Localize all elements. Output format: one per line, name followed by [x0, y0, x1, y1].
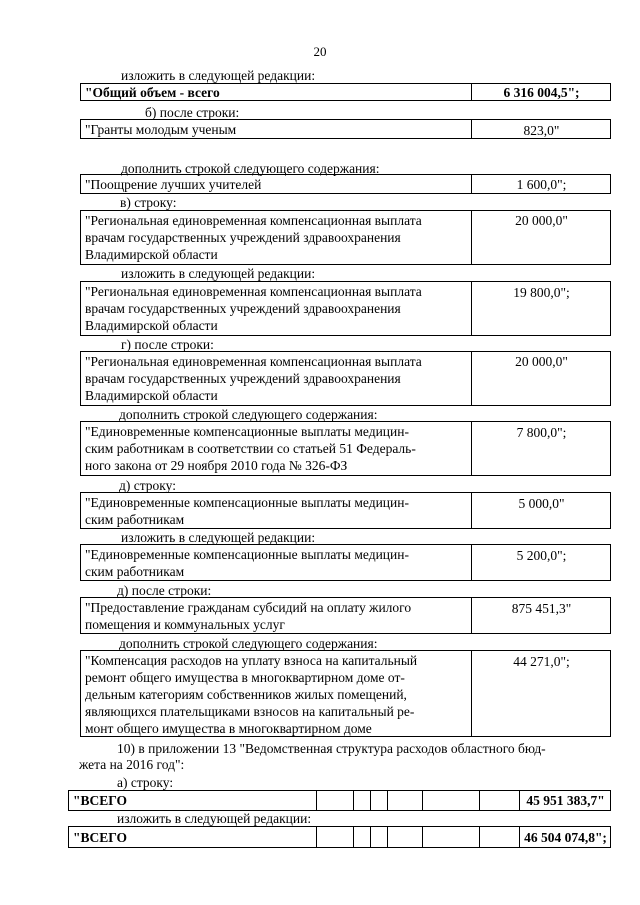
r13-divider-6 [479, 827, 480, 847]
r4-line-2: врачам государственных учреждений здравоохранения [85, 230, 401, 245]
para10-line-2: жета на 2016 год": [79, 757, 185, 772]
r7-line-1: "Единовременные компенсационные выплаты медицин- [85, 424, 409, 439]
r7-amount: 7 800,0"; [516, 425, 567, 440]
r10-amount: 875 451,3" [511, 601, 572, 616]
para10-line-1: 10) в приложении 13 "Ведомственная структура расходов областного бюд- [117, 741, 546, 756]
r6-amount: 20 000,0" [515, 354, 568, 369]
r12-intro: а) строку: [117, 775, 174, 790]
r12-table [68, 790, 611, 811]
r9-line-1: "Единовременные компенсационные выплаты медицин- [85, 547, 409, 562]
r8-amount: 5 000,0" [518, 496, 565, 511]
r11-intro: дополнить строкой следующего содержания: [119, 636, 378, 651]
r4-table [80, 210, 611, 265]
r12-divider-3 [370, 791, 371, 810]
r8-table [80, 492, 611, 529]
r12-amount: 45 951 383,7" [526, 793, 605, 808]
r7-intro: дополнить строкой следующего содержания: [119, 407, 378, 422]
r9-intro: изложить в следующей редакции: [121, 530, 316, 545]
r12-divider-5 [422, 791, 423, 810]
r6-line-3: Владимирской области [85, 388, 218, 403]
r3-label: "Поощрение лучших учителей [85, 177, 262, 192]
r8-intro: д) строку: [119, 478, 176, 493]
r12-divider-2 [353, 791, 354, 810]
r12-label: "ВСЕГО [73, 793, 128, 808]
r6-line-1: "Региональная единовременная компенсационная выплата [85, 354, 422, 369]
r10-intro: д) после строки: [117, 583, 212, 598]
r3-amount: 1 600,0"; [516, 177, 567, 192]
r2-label: "Гранты молодым ученым [85, 122, 237, 137]
r4-intro: в) строку: [120, 195, 177, 210]
r11-line-1: "Компенсация расходов на уплату взноса на капитальный [85, 653, 418, 668]
r1-label: "Общий объем - всего [85, 85, 220, 100]
r8-line-1: "Единовременные компенсационные выплаты медицин- [85, 495, 409, 510]
r4-line-3: Владимирской области [85, 247, 218, 262]
r13-table [68, 826, 611, 848]
r13-divider-1 [316, 827, 317, 847]
r13-divider-2 [353, 827, 354, 847]
r11-amount: 44 271,0"; [513, 654, 570, 669]
r9-amount: 5 200,0"; [516, 548, 567, 563]
r11-table [80, 650, 611, 737]
r11-line-3: дельным категориям собственников жилых помещений, [85, 687, 407, 702]
r6-table [80, 351, 611, 406]
r1-table [80, 83, 611, 101]
r10-line-1: "Предоставление гражданам субсидий на оплату жилого [85, 600, 412, 615]
r7-line-2: ским работникам в соответствии со статьей 51 Федераль- [85, 441, 416, 456]
r3-intro: дополнить строкой следующего содержания: [121, 161, 380, 176]
page-number: 20 [313, 44, 327, 59]
r2-table [80, 119, 611, 139]
r13-intro: изложить в следующей редакции: [117, 811, 312, 826]
r2-intro: б) после строки: [145, 105, 240, 120]
r4-line-1: "Региональная единовременная компенсационная выплата [85, 213, 422, 228]
r9-line-2: ским работникам [85, 564, 185, 579]
r6-intro: г) после строки: [121, 337, 214, 352]
r11-line-4: являющихся плательщиками взносов на капитальный ре- [85, 704, 415, 719]
r7-line-3: ного закона от 29 ноября 2010 года № 326-ФЗ [85, 458, 348, 473]
r13-divider-5 [422, 827, 423, 847]
r5-line-3: Владимирской области [85, 318, 218, 333]
r13-label: "ВСЕГО [73, 830, 128, 845]
r5-table [80, 281, 611, 336]
r6-line-2: врачам государственных учреждений здравоохранения [85, 371, 401, 386]
r11-line-5: монт общего имущества в многоквартирном доме [85, 721, 372, 736]
r9-table [80, 544, 611, 581]
r5-line-1: "Региональная единовременная компенсационная выплата [85, 284, 422, 299]
r13-divider-3 [370, 827, 371, 847]
r8-line-2: ским работникам [85, 512, 185, 527]
r10-table [80, 597, 611, 634]
r13-amount: 46 504 074,8"; [524, 830, 607, 845]
r1-amount: 6 316 004,5"; [503, 85, 580, 100]
r13-divider-4 [387, 827, 388, 847]
r5-amount: 19 800,0"; [513, 285, 570, 300]
r7-table [80, 421, 611, 476]
r12-divider-4 [387, 791, 388, 810]
r5-line-2: врачам государственных учреждений здравоохранения [85, 301, 401, 316]
r3-table [80, 174, 611, 194]
r10-line-2: помещения и коммунальных услуг [85, 617, 285, 632]
r12-divider-6 [479, 791, 480, 810]
r5-intro: изложить в следующей редакции: [121, 266, 316, 281]
r12-divider-1 [316, 791, 317, 810]
r4-amount: 20 000,0" [515, 213, 568, 228]
r2-amount: 823,0" [523, 123, 560, 138]
r1-intro: изложить в следующей редакции: [121, 68, 316, 83]
r11-line-2: ремонт общего имущества в многоквартирном доме от- [85, 670, 405, 685]
